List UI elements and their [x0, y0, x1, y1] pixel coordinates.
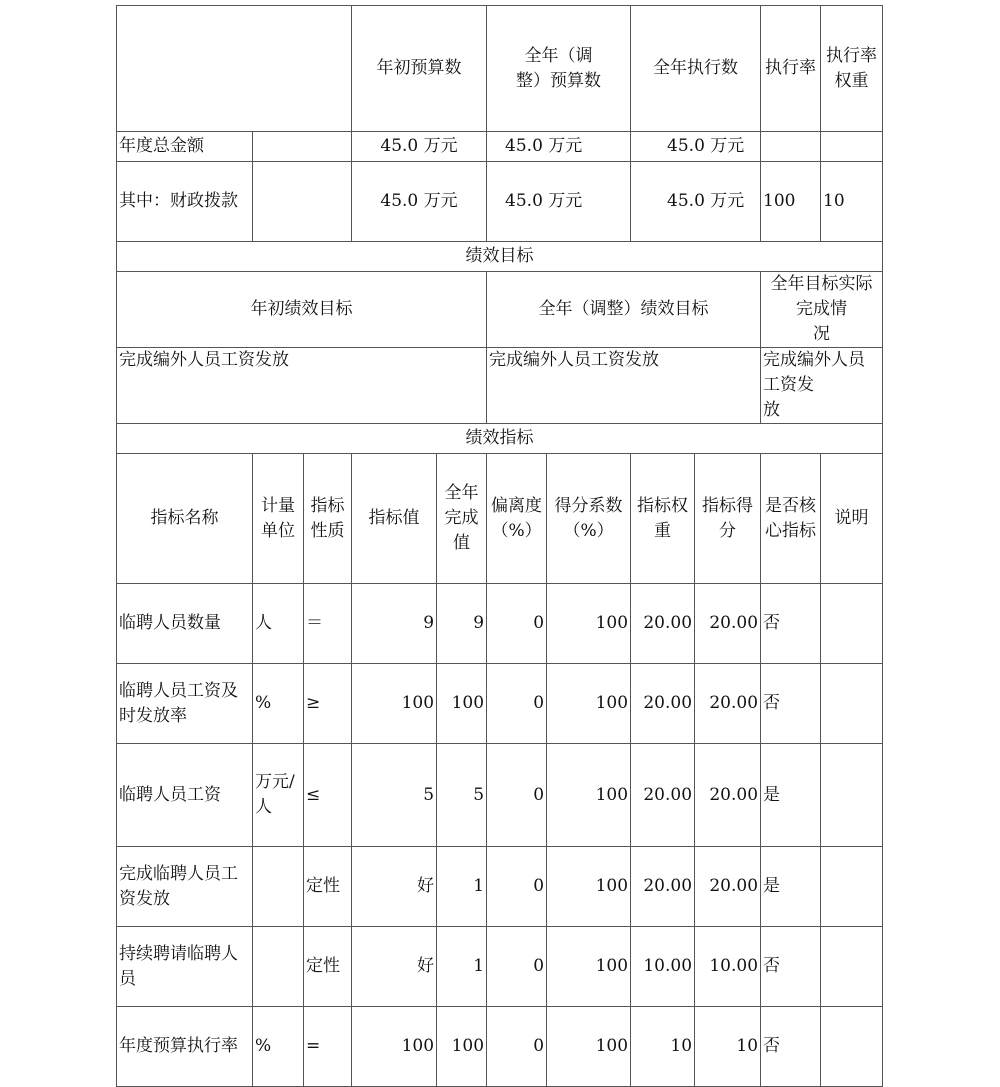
indicator-row — [117, 744, 883, 847]
indicator-value-header: 指标值 — [352, 454, 437, 584]
indicator-score: 20.00 — [695, 664, 761, 744]
budget-row-initial: 45.0 万元 — [352, 132, 487, 162]
indicator-core-header: 是否核 心指标 — [761, 454, 821, 584]
indicator-deviation: 0 — [487, 744, 547, 847]
indicator-nature: ＝ — [304, 584, 352, 664]
indicator-nature: 定性 — [304, 927, 352, 1007]
indicators-section-title: 绩效指标 — [117, 424, 883, 454]
goals-header-row — [117, 272, 883, 348]
budget-row-label: 其中：财政拨款 — [117, 162, 253, 242]
indicator-nature: 定性 — [304, 847, 352, 927]
indicator-weight: 20.00 — [631, 744, 695, 847]
indicator-note — [821, 1007, 883, 1087]
indicator-deviation: 0 — [487, 584, 547, 664]
indicator-coefficient: 100 — [547, 927, 631, 1007]
indicator-score: 10 — [695, 1007, 761, 1087]
budget-row-executed: 45.0 万元 — [631, 132, 761, 162]
indicators-section-row — [117, 424, 883, 454]
indicator-weight: 10 — [631, 1007, 695, 1087]
indicator-weight: 10.00 — [631, 927, 695, 1007]
budget-initial-header: 年初预算数 — [352, 6, 487, 132]
indicator-completed: 1 — [437, 847, 487, 927]
indicator-core: 否 — [761, 1007, 821, 1087]
budget-row-weight — [821, 132, 883, 162]
indicator-note — [821, 927, 883, 1007]
goals-section-title: 绩效目标 — [117, 242, 883, 272]
budget-header-row — [117, 6, 883, 132]
indicator-coefficient: 100 — [547, 1007, 631, 1087]
indicator-core: 是 — [761, 744, 821, 847]
budget-row-rate — [761, 132, 821, 162]
indicator-completed: 5 — [437, 744, 487, 847]
indicator-note — [821, 847, 883, 927]
indicator-deviation: 0 — [487, 1007, 547, 1087]
indicator-value: 5 — [352, 744, 437, 847]
indicator-row — [117, 927, 883, 1007]
budget-rate-header: 执行率 — [761, 6, 821, 132]
indicator-name-header: 指标名称 — [117, 454, 253, 584]
indicator-nature-header: 指标 性质 — [304, 454, 352, 584]
indicator-unit: % — [253, 1007, 304, 1087]
budget-rate-weight-header: 执行率 权重 — [821, 6, 883, 132]
indicator-coefficient-header: 得分系数 （%） — [547, 454, 631, 584]
goals-actual-value: 完成编外人员工资发 放 — [761, 348, 883, 424]
indicator-name: 完成临聘人员工 资发放 — [117, 847, 253, 927]
indicator-weight: 20.00 — [631, 584, 695, 664]
indicator-name: 临聘人员工资 — [117, 744, 253, 847]
indicator-nature: ≥ — [304, 664, 352, 744]
indicator-coefficient: 100 — [547, 664, 631, 744]
goals-initial-value: 完成编外人员工资发放 — [117, 348, 487, 424]
budget-row-rate: 100 — [761, 162, 821, 242]
budget-row — [117, 162, 883, 242]
indicator-completed: 1 — [437, 927, 487, 1007]
budget-corner-cell — [117, 6, 352, 132]
indicator-unit: 万元/ 人 — [253, 744, 304, 847]
indicator-note — [821, 744, 883, 847]
indicator-name: 持续聘请临聘人 员 — [117, 927, 253, 1007]
indicator-unit: 人 — [253, 584, 304, 664]
budget-row-adjusted: 45.0 万元 — [487, 132, 631, 162]
indicator-coefficient: 100 — [547, 847, 631, 927]
budget-executed-header: 全年执行数 — [631, 6, 761, 132]
goals-value-row — [117, 348, 883, 424]
indicator-nature: = — [304, 1007, 352, 1087]
indicator-nature: ≤ — [304, 744, 352, 847]
indicator-deviation: 0 — [487, 847, 547, 927]
indicator-row — [117, 847, 883, 927]
indicator-value: 100 — [352, 664, 437, 744]
indicator-deviation: 0 — [487, 927, 547, 1007]
goals-actual-header: 全年目标实际完成情 况 — [761, 272, 883, 348]
budget-row — [117, 132, 883, 162]
indicator-value: 9 — [352, 584, 437, 664]
indicator-score: 20.00 — [695, 584, 761, 664]
indicator-completed: 100 — [437, 1007, 487, 1087]
indicator-core: 否 — [761, 927, 821, 1007]
indicator-core: 否 — [761, 664, 821, 744]
indicator-row — [117, 584, 883, 664]
indicator-name: 临聘人员数量 — [117, 584, 253, 664]
indicator-completed: 100 — [437, 664, 487, 744]
indicator-note — [821, 584, 883, 664]
budget-row-blank — [253, 132, 352, 162]
indicator-deviation-header: 偏离度 （%） — [487, 454, 547, 584]
indicators-header-row — [117, 454, 883, 584]
budget-row-blank — [253, 162, 352, 242]
indicator-core: 否 — [761, 584, 821, 664]
indicator-row — [117, 664, 883, 744]
indicator-completed-header: 全年 完成 值 — [437, 454, 487, 584]
indicator-deviation: 0 — [487, 664, 547, 744]
budget-row-adjusted: 45.0 万元 — [487, 162, 631, 242]
performance-table — [116, 5, 883, 1087]
goals-adjusted-header: 全年（调整）绩效目标 — [487, 272, 761, 348]
budget-row-executed: 45.0 万元 — [631, 162, 761, 242]
indicator-score: 20.00 — [695, 744, 761, 847]
indicator-unit — [253, 847, 304, 927]
indicator-name: 临聘人员工资及 时发放率 — [117, 664, 253, 744]
budget-row-initial: 45.0 万元 — [352, 162, 487, 242]
indicator-name: 年度预算执行率 — [117, 1007, 253, 1087]
indicator-note-header: 说明 — [821, 454, 883, 584]
indicator-unit-header: 计量 单位 — [253, 454, 304, 584]
indicator-value: 好 — [352, 847, 437, 927]
indicator-note — [821, 664, 883, 744]
indicator-score-header: 指标得 分 — [695, 454, 761, 584]
goals-initial-header: 年初绩效目标 — [117, 272, 487, 348]
budget-adjusted-header: 全年（调 整）预算数 — [487, 6, 631, 132]
indicator-unit — [253, 927, 304, 1007]
indicator-value: 好 — [352, 927, 437, 1007]
indicator-unit: % — [253, 664, 304, 744]
indicator-coefficient: 100 — [547, 584, 631, 664]
goals-section-row — [117, 242, 883, 272]
indicator-completed: 9 — [437, 584, 487, 664]
indicator-coefficient: 100 — [547, 744, 631, 847]
indicator-weight: 20.00 — [631, 847, 695, 927]
indicator-score: 10.00 — [695, 927, 761, 1007]
indicator-weight-header: 指标权 重 — [631, 454, 695, 584]
indicator-weight: 20.00 — [631, 664, 695, 744]
budget-row-label: 年度总金额 — [117, 132, 253, 162]
budget-row-weight: 10 — [821, 162, 883, 242]
indicator-core: 是 — [761, 847, 821, 927]
indicator-score: 20.00 — [695, 847, 761, 927]
indicator-row — [117, 1007, 883, 1087]
goals-adjusted-value: 完成编外人员工资发放 — [487, 348, 761, 424]
indicator-value: 100 — [352, 1007, 437, 1087]
